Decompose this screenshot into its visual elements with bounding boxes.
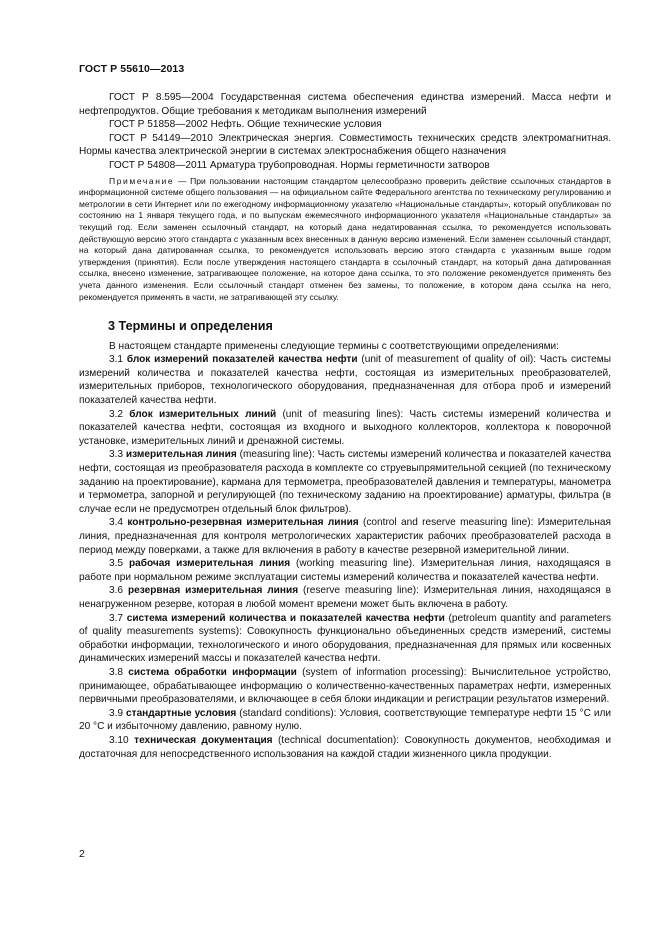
term-number: 3.4	[109, 517, 124, 529]
term-number: 3.5	[109, 558, 124, 570]
term-definition	[79, 353, 611, 407]
section-title: 3 Термины и определения	[108, 319, 273, 334]
document-body	[79, 91, 611, 761]
term-number: 3.7	[109, 612, 124, 624]
reference-item: ГОСТ Р 8.595—2004 Государственная система обеспечения единства измерений. Масса нефти и нефтепродуктов. Общие требования к методикам выполнения измерений	[79, 92, 611, 117]
term-def: (technical documentation): Совокупность документов, необходимая и достаточная для непосредственного использования на каждой стадии жизненного цикла продукции.	[79, 734, 611, 760]
term-def: (measuring line): Часть системы измерений количества и показателей качества нефти, состоящая из преобразователя расхода в комплекте со струевыпрямительной секцией (по техническому заданию на проектирование), кармана для термометра, преобразователей давления и температуры, манометра и термометра, запорной и регулирующей (по техническому заданию на проектирование) арматуры, фильтра (в случае если не предусмотрен отдельный блок фильтров).	[79, 449, 611, 515]
term-def: (system of information processing): Вычислительное устройство, принимающее, обрабатывающее информацию о количественно-качественных параметрах нефти, измеренных первичными преобразователями, и включающее в себя блоки индикации и регистрации результатов измерений.	[79, 666, 611, 706]
term-definition	[79, 707, 611, 734]
term-name: контрольно-резервная измерительная линия	[127, 517, 359, 529]
term-definition	[79, 408, 611, 449]
page-number: 2	[79, 848, 85, 860]
term-def: (standard conditions): Условия, соответствующие температуре нефти 15 °C или 20 °C и избыточному давлению, равному нулю.	[79, 707, 611, 733]
term-definition	[79, 448, 611, 516]
term-definition	[79, 557, 611, 584]
term-name: техническая документация	[134, 734, 273, 746]
term-number: 3.9	[109, 707, 124, 719]
term-def: (control and reserve measuring line): Измерительная линия, предназначенная для контроля метрологических характеристик рабочих преобразователей расхода в период между поверками, а также для включения в работу в качестве резервной измерительной линии.	[79, 517, 611, 556]
term-definition	[79, 734, 611, 761]
term-definition	[79, 516, 611, 557]
term-def: (unit of measuring lines): Часть системы измерений количества и показателей качества нефти, состоящая из входного и выходного коллекторов, коллектора к поворочной установке, измерительных линий и дренажной системы.	[79, 408, 611, 447]
term-name: рабочая измерительная линия	[128, 558, 291, 570]
term-def: (reserve measuring line): Измерительная линия, находящаяся в ненагруженном резерве, которая в любой момент времени может быть включена в работу.	[79, 585, 611, 610]
term-definition	[79, 666, 611, 707]
reference-item: ГОСТ Р 54808—2011 Арматура трубопроводная. Нормы герметичности затворов	[109, 159, 490, 171]
reference-item: ГОСТ Р 54149—2010 Электрическая энергия. Совместимость технических средств электромагнитная. Нормы качества электрической энергии в системах электроснабжения общего назначения	[79, 132, 611, 158]
term-number: 3.8	[109, 666, 124, 678]
section-intro: В настоящем стандарте применены следующие термины с соответствующими определениями:	[109, 340, 559, 352]
term-name: система обработки информации	[128, 666, 297, 678]
term-def: (unit of measurement of quality of oil): Часть системы измерений количества и показателей качества нефти, состоящая из измерительных преобразователей, измерительных приборов, технологического оборудования, предназначенная для отбора проб и измерений показателей качества нефти.	[79, 354, 611, 407]
term-number: 3.2	[109, 408, 124, 420]
term-name: стандартные условия	[126, 707, 237, 719]
term-number: 3.3	[109, 449, 124, 461]
note-label: Примечание	[109, 175, 175, 186]
note-paragraph	[79, 176, 611, 304]
term-name: блок измерений показателей качества нефти	[126, 354, 358, 366]
term-name: блок измерительных линий	[129, 408, 277, 420]
term-name: резервная измерительная линия	[127, 585, 299, 597]
term-name: система измерений количества и показателей качества нефти	[126, 612, 445, 624]
term-definition	[79, 584, 611, 611]
term-def: (working measuring line). Измерительная линия, находящаяся в работе при нормальном режиме эксплуатации системы измерений количества и показателей качества нефти.	[79, 558, 612, 583]
term-name: измерительная линия	[125, 449, 237, 461]
term-definition	[79, 612, 611, 666]
term-def: (petroleum quantity and parameters of quality measurements systems): Совокупность функционально объединенных средств измерений, системы обработки информации, технологического и иного оборудования, предназначенная для прямых или косвенных динамических измерений массы и показателей качества нефти.	[79, 612, 611, 665]
term-number: 3.1	[109, 354, 124, 366]
reference-item: ГОСТ Р 51858—2002 Нефть. Общие технические условия	[109, 119, 382, 131]
term-number: 3.10	[109, 734, 129, 746]
note-text: — При пользовании настоящим стандартом целесообразно проверить действие ссылочных стандартов в информационной системе общего пользования — на официальном сайте Федерального агентства по техническому регулированию и метрологии в сети Интернет или по ежегодному информационному указателю «Национальные стандарты», который опубликован по состоянию на 1 января текущего года, и по выпускам ежемесячного информационного указателя «Национальные стандарты» за текущий год. Если заменен ссылочный стандарт, на который дана недатированная ссылка, то рекомендуется использовать действующую версию этого стандарта с указанным всех внесенных в данную версию изменений. Если заменен ссылочный стандарт, на который дана датированная ссылка, то рекомендуется использовать версию этого стандарта с указанным выше годом утверждения (принятия). Если после утверждения настоящего стандарта в ссылочный стандарт, на который дана датированная ссылка, внесено изменение, затрагивающее положение, на которое дана ссылка, то это положение рекомендуется применять без учета данного изменения. Если ссылочный стандарт отменен без замены, то положение, в котором дана ссылка на него, рекомендуется применять в части, не затрагивающей эту ссылку.	[79, 175, 611, 302]
document-header: ГОСТ Р 55610—2013	[79, 63, 185, 75]
term-number: 3.6	[109, 585, 124, 597]
